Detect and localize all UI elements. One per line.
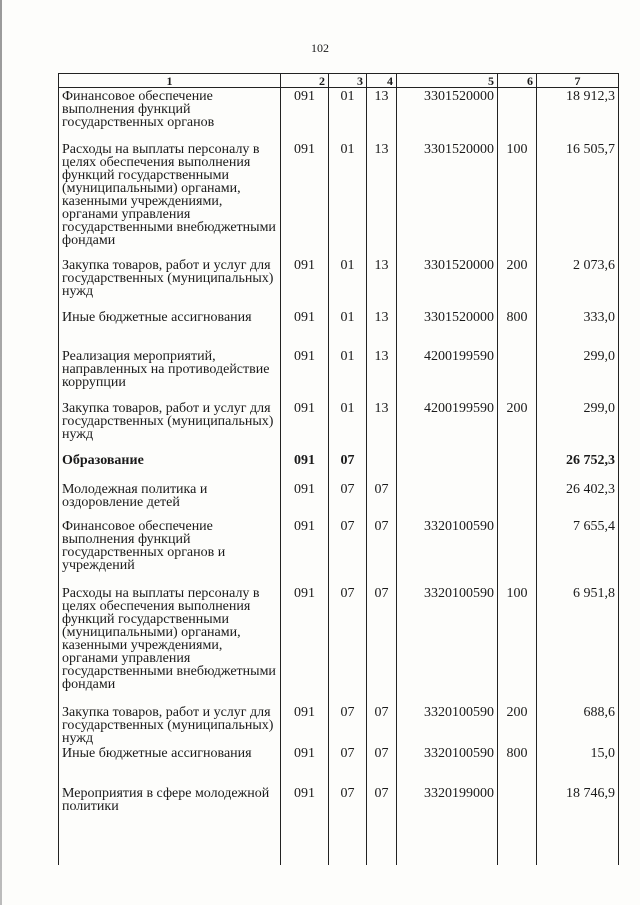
cell-c2: 091 — [281, 785, 329, 835]
cell-c5: 3320100590 — [397, 585, 498, 704]
cell-c5: 3320100590 — [397, 518, 498, 585]
cell-c6: 200 — [498, 400, 537, 452]
table-row — [59, 88, 619, 141]
cell-c4: 13 — [367, 88, 397, 141]
cell-c6: 200 — [498, 257, 537, 309]
cell-c6: 800 — [498, 309, 537, 348]
cell-c2: 091 — [281, 518, 329, 585]
cell-c6 — [498, 88, 537, 141]
cell-c4: 07 — [367, 785, 397, 835]
cell-c5: 4200199590 — [397, 348, 498, 400]
cell-c2: 091 — [281, 745, 329, 785]
cell-c3: 01 — [329, 400, 367, 452]
cell-c2: 091 — [281, 257, 329, 309]
cell-c2: 091 — [281, 452, 329, 481]
col-header-3: 3 — [329, 74, 367, 88]
col-header-5: 5 — [397, 74, 498, 88]
scan-edge — [0, 0, 2, 905]
table-body — [59, 88, 619, 865]
cell-c4: 07 — [367, 745, 397, 785]
table-row — [59, 400, 619, 452]
cell-c7: 26 402,3 — [537, 481, 619, 518]
cell-c7: 18 746,9 — [537, 785, 619, 835]
cell-c7: 15,0 — [537, 745, 619, 785]
table-row-filler — [59, 835, 619, 865]
cell-c6 — [498, 518, 537, 585]
table-row — [59, 481, 619, 518]
cell-empty — [329, 835, 367, 865]
col-header-6: 6 — [498, 74, 537, 88]
cell-c3: 01 — [329, 141, 367, 257]
table-row — [59, 348, 619, 400]
cell-c3: 07 — [329, 481, 367, 518]
cell-name: Мероприятия в сфере молодежной политики — [59, 785, 281, 835]
header-row — [59, 74, 619, 88]
table-row — [59, 309, 619, 348]
cell-c7: 299,0 — [537, 400, 619, 452]
table-row — [59, 518, 619, 585]
cell-empty — [397, 835, 498, 865]
cell-c4: 13 — [367, 141, 397, 257]
cell-c2: 091 — [281, 481, 329, 518]
cell-c6: 100 — [498, 141, 537, 257]
cell-c5: 4200199590 — [397, 400, 498, 452]
cell-c7: 2 073,6 — [537, 257, 619, 309]
cell-c7: 333,0 — [537, 309, 619, 348]
cell-c4: 13 — [367, 348, 397, 400]
cell-c4: 07 — [367, 585, 397, 704]
table-row — [59, 745, 619, 785]
cell-c2: 091 — [281, 704, 329, 745]
cell-c2: 091 — [281, 141, 329, 257]
cell-c2: 091 — [281, 348, 329, 400]
cell-c5: 3320199000 — [397, 785, 498, 835]
table-row — [59, 141, 619, 257]
cell-empty — [537, 835, 619, 865]
cell-c4: 13 — [367, 400, 397, 452]
table-row — [59, 257, 619, 309]
cell-name: Иные бюджетные ассигнования — [59, 745, 281, 785]
table-row — [59, 585, 619, 704]
cell-c5: 3301520000 — [397, 141, 498, 257]
cell-name: Образование — [59, 452, 281, 481]
cell-name: Финансовое обеспечение выполнения функций государственных органов и учреждений — [59, 518, 281, 585]
cell-c6: 800 — [498, 745, 537, 785]
cell-name: Расходы на выплаты персоналу в целях обеспечения выполнения функций государственными (муниципальными) органами, казенными учреждениями, органами управления государственными внебюджетными фондами — [59, 585, 281, 704]
cell-c4: 07 — [367, 704, 397, 745]
cell-c6: 100 — [498, 585, 537, 704]
cell-c5 — [397, 452, 498, 481]
cell-empty — [59, 835, 281, 865]
cell-c5: 3320100590 — [397, 745, 498, 785]
col-header-7: 7 — [537, 74, 619, 88]
cell-c2: 091 — [281, 309, 329, 348]
budget-table — [58, 73, 619, 865]
cell-c5: 3320100590 — [397, 704, 498, 745]
cell-c7: 688,6 — [537, 704, 619, 745]
cell-empty — [498, 835, 537, 865]
table-row — [59, 704, 619, 745]
cell-c2: 091 — [281, 585, 329, 704]
cell-name: Иные бюджетные ассигнования — [59, 309, 281, 348]
col-header-4: 4 — [367, 74, 397, 88]
cell-c3: 07 — [329, 704, 367, 745]
col-header-2: 2 — [281, 74, 329, 88]
cell-c4: 07 — [367, 481, 397, 518]
cell-name: Финансовое обеспечение выполнения функций государственных органов — [59, 88, 281, 141]
cell-name: Закупка товаров, работ и услуг для государственных (муниципальных) нужд — [59, 257, 281, 309]
cell-c7: 26 752,3 — [537, 452, 619, 481]
cell-c7: 7 655,4 — [537, 518, 619, 585]
cell-c4: 13 — [367, 257, 397, 309]
page-number: 102 — [311, 41, 329, 55]
cell-c7: 299,0 — [537, 348, 619, 400]
cell-c3: 01 — [329, 257, 367, 309]
cell-c5 — [397, 481, 498, 518]
cell-c3: 01 — [329, 348, 367, 400]
cell-c7: 16 505,7 — [537, 141, 619, 257]
cell-name: Закупка товаров, работ и услуг для государственных (муниципальных) нужд — [59, 704, 281, 745]
table-row — [59, 785, 619, 835]
cell-c6 — [498, 785, 537, 835]
cell-c6 — [498, 452, 537, 481]
cell-c2: 091 — [281, 88, 329, 141]
cell-c3: 07 — [329, 745, 367, 785]
col-header-1: 1 — [59, 74, 281, 88]
cell-empty — [367, 835, 397, 865]
cell-c7: 18 912,3 — [537, 88, 619, 141]
cell-name: Закупка товаров, работ и услуг для государственных (муниципальных) нужд — [59, 400, 281, 452]
cell-c3: 01 — [329, 309, 367, 348]
cell-c3: 01 — [329, 88, 367, 141]
cell-c4: 07 — [367, 518, 397, 585]
cell-c6 — [498, 481, 537, 518]
cell-c3: 07 — [329, 785, 367, 835]
cell-c6 — [498, 348, 537, 400]
cell-c4: 13 — [367, 309, 397, 348]
cell-name: Молодежная политика и оздоровление детей — [59, 481, 281, 518]
cell-name: Реализация мероприятий, направленных на противодействие коррупции — [59, 348, 281, 400]
table-row — [59, 452, 619, 481]
cell-c3: 07 — [329, 452, 367, 481]
cell-empty — [281, 835, 329, 865]
cell-c5: 3301520000 — [397, 309, 498, 348]
cell-c4 — [367, 452, 397, 481]
cell-c5: 3301520000 — [397, 88, 498, 141]
cell-c3: 07 — [329, 585, 367, 704]
cell-c5: 3301520000 — [397, 257, 498, 309]
cell-c6: 200 — [498, 704, 537, 745]
cell-name: Расходы на выплаты персоналу в целях обеспечения выполнения функций государственными (муниципальными) органами, казенными учреждениями, органами управления государственными внебюджетными фондами — [59, 141, 281, 257]
cell-c2: 091 — [281, 400, 329, 452]
cell-c7: 6 951,8 — [537, 585, 619, 704]
cell-c3: 07 — [329, 518, 367, 585]
